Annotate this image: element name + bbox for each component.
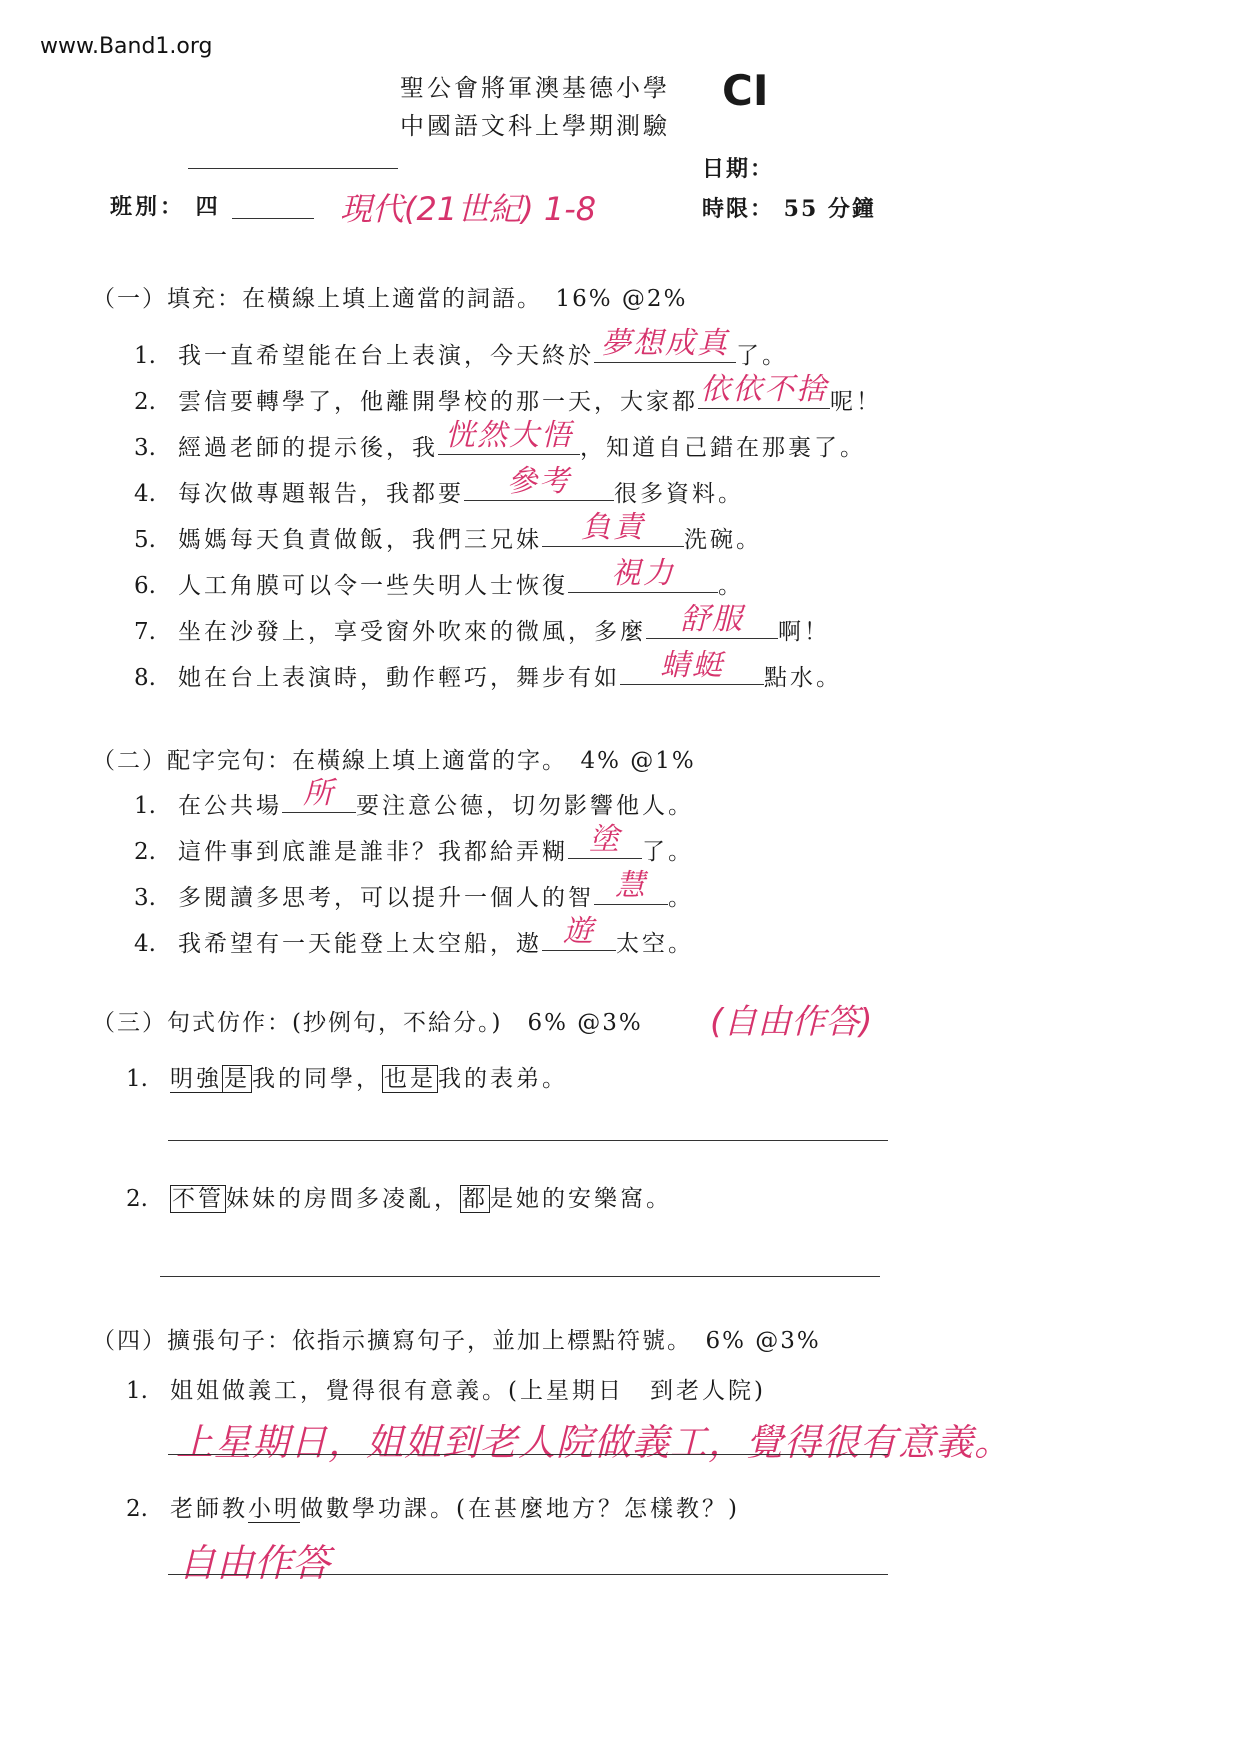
answer-blank[interactable] [594,326,736,363]
section-3-note: (自由作答) [710,1002,873,1042]
handwritten-answer: 參考 [507,464,571,499]
watermark: www.Band1.org [40,34,213,59]
keyword-box: 不管 [172,1186,224,1212]
time-limit: 時限： 55 分鐘 [702,196,876,222]
question-number: 2. [126,1186,148,1212]
answer-blank[interactable] [620,648,764,685]
question-text-before: 多閱讀多思考，可以提升一個人的智 [178,885,594,911]
sentence-text: 我的表弟。 [438,1066,568,1092]
question-text-before: 人工角膜可以令一些失明人士恢復 [178,573,568,599]
answer-blank[interactable] [438,418,580,455]
handwritten-answer: 夢想成真 [601,326,729,361]
question-number: 7. [134,619,156,645]
handwritten-answer: 舒服 [680,602,744,637]
s3-question-1 [126,1060,568,1093]
handwritten-answer: 慧 [615,868,647,903]
handwritten-answer: 所 [303,776,335,811]
handwritten-answer: 負責 [581,510,645,545]
keyword-box: 是 [224,1066,250,1092]
class-line [232,218,314,219]
question-text-before: 經過老師的提示後，我 [178,435,438,461]
question-text-after: 要注意公德，切勿影響他人。 [356,793,694,819]
answer-blank[interactable] [698,372,830,409]
section-3-title: （三）句式仿作：(抄例句，不給分。) 6% @3% [92,1010,643,1036]
sentence-text: 我的同學， [252,1066,382,1092]
question-number: 2. [134,839,156,865]
question-text: 做數學功課。(在甚麼地方？怎樣教？) [300,1496,740,1522]
handwritten-answer: 恍然大悟 [445,418,573,453]
handwritten-answer: 依依不捨 [700,372,828,407]
question-text-after: 呢！ [830,389,882,415]
answer-line [160,1276,880,1277]
question-text-after: 了。 [736,343,788,369]
question-text-after: 很多資料。 [614,481,744,507]
question-text-after: 。 [718,573,744,599]
question-text-after: 啊！ [778,619,830,645]
question-text-before: 她在台上表演時，動作輕巧，舞步有如 [178,665,620,691]
s4-answer-2: 自由作答 [178,1541,331,1585]
s4-question-2 [126,1490,740,1523]
question-row [134,914,694,958]
question-number: 4. [134,931,156,957]
question-text-after: 太空。 [616,931,694,957]
answer-blank[interactable] [464,464,614,501]
answer-blank[interactable] [568,822,642,859]
question-number: 1. [126,1066,148,1092]
section-2-title: （二）配字完句：在橫線上填上適當的字。 4% @1% [92,748,696,774]
question-text-before: 坐在沙發上，享受窗外吹來的微風，多麼 [178,619,646,645]
question-number: 1. [134,793,156,819]
question-number: 8. [134,665,156,691]
question-text-before: 在公共場 [178,793,282,819]
question-text-before: 我希望有一天能登上太空船，遨 [178,931,542,957]
question-text-after: 。 [668,885,694,911]
answer-blank[interactable] [282,776,356,813]
question-text-after: 了。 [642,839,694,865]
name-underlined: 小明 [248,1496,300,1522]
question-text: 姐姐做義工，覺得很有意義。(上星期日 到老人院) [170,1378,766,1404]
subject-underlined: 明強 [170,1066,222,1092]
question-number: 4. [134,481,156,507]
sentence-text: 是她的安樂窩。 [490,1186,672,1212]
question-text-after: ，知道自己錯在那裏了。 [580,435,866,461]
handwritten-answer: 遊 [563,914,595,949]
answer-line [168,1574,888,1575]
handwritten-answer: 蜻蜓 [660,648,724,683]
answer-line [168,1140,888,1141]
question-number: 6. [134,573,156,599]
handwritten-answer: 塗 [589,822,621,857]
question-number: 1. [134,343,156,369]
answer-line [168,1454,888,1455]
sentence-text: 妹妹的房間多凌亂， [226,1186,460,1212]
question-number: 3. [134,885,156,911]
date-label: 日期： [702,156,775,182]
s3-question-2 [126,1180,672,1213]
answer-blank[interactable] [568,556,718,593]
class-handwritten: 現代(21世紀) 1-8 [340,190,597,228]
question-number: 2. [134,389,156,415]
question-text-before: 媽媽每天負責做飯，我們三兄妹 [178,527,542,553]
question-text-after: 點水。 [764,665,842,691]
question-text: 老師教 [170,1496,248,1522]
question-number: 2. [126,1496,148,1522]
question-text-before: 這件事到底誰是誰非？我都給弄糊 [178,839,568,865]
keyword-box: 也是 [384,1066,436,1092]
name-line [188,168,398,169]
answer-blank[interactable] [542,510,684,547]
question-row [134,648,842,692]
answer-blank[interactable] [542,914,616,951]
class-label: 班別： 四 [110,194,221,220]
answer-blank[interactable] [646,602,778,639]
keyword-box: 都 [462,1186,488,1212]
handwritten-answer: 視力 [611,556,675,591]
question-number: 5. [134,527,156,553]
s4-question-1 [126,1372,766,1405]
question-text-before: 我一直希望能在台上表演，今天終於 [178,343,594,369]
question-row [134,326,788,370]
question-number: 3. [134,435,156,461]
paper-code: CI [722,66,769,115]
question-text-after: 洗碗。 [684,527,762,553]
section-1-title: （一）填充：在橫線上填上適當的詞語。 16% @2% [92,286,688,312]
school-name: 聖公會將軍澳基德小學 [400,74,670,102]
question-text-before: 每次做專題報告，我都要 [178,481,464,507]
answer-blank[interactable] [594,868,668,905]
s4-answer-1: 上星期日，姐姐到老人院做義工，覺得很有意義。 [176,1421,1012,1464]
question-text-before: 雲信要轉學了，他離開學校的那一天，大家都 [178,389,698,415]
section-4-title: （四）擴張句子：依指示擴寫句子，並加上標點符號。 6% @3% [92,1328,821,1354]
test-title: 中國語文科上學期測驗 [400,112,670,140]
question-number: 1. [126,1378,148,1404]
